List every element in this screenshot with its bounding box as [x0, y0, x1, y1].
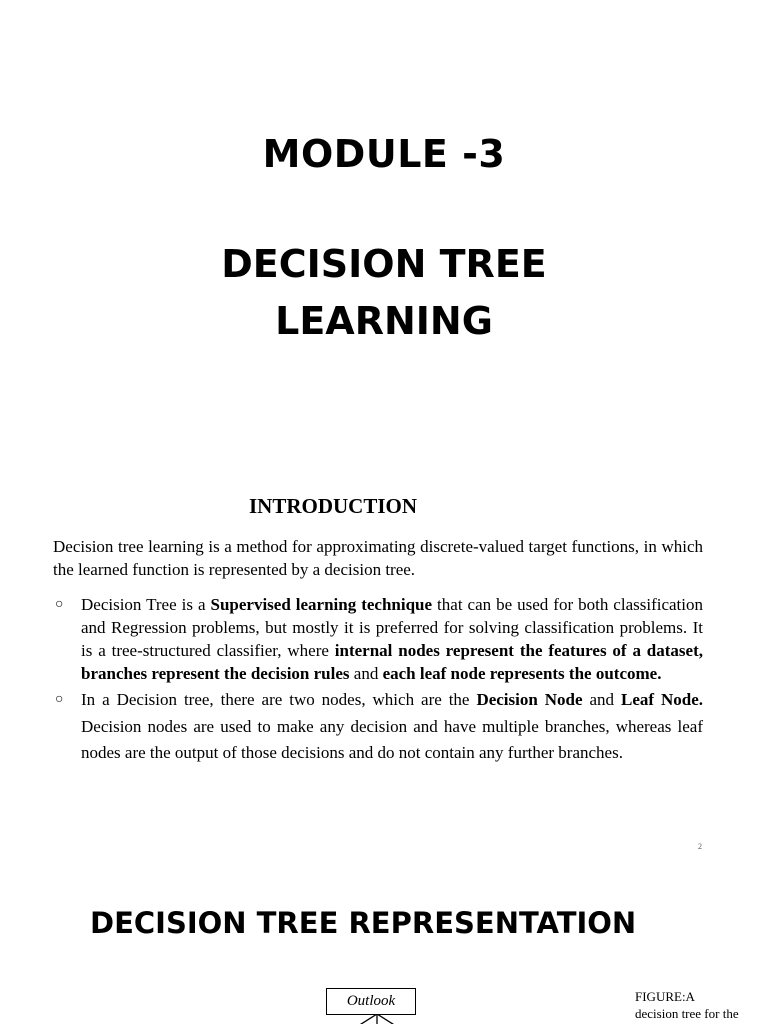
bullet-circle-icon: ○: [55, 597, 64, 612]
figure-caption-label: FIGURE:A: [635, 989, 695, 1004]
bullet-bold-text: Supervised learning technique: [210, 595, 433, 614]
bullet-bold-text: Leaf Node.: [620, 690, 703, 709]
bullet-bold-text: each leaf node represents the outcome.: [382, 664, 662, 683]
bullet-bold-text: Decision Node: [476, 690, 583, 709]
bullet-text: that can be used for both classification and Regression problems, but mostly it is preferred for solving classification problems. It is a tree-structured classifier, where: [81, 595, 703, 660]
tree-branch-lines: [350, 1014, 410, 1024]
section-title: [0, 236, 768, 350]
representation-heading: DECISION TREE REPRESENTATION: [90, 906, 637, 940]
bullet-item: [53, 687, 703, 767]
bullet-circle-icon: ○: [55, 692, 64, 707]
bullet-text: and: [349, 664, 383, 683]
introduction-heading: INTRODUCTION: [249, 494, 418, 518]
figure-caption-text: decision tree for the: [635, 1006, 739, 1021]
bullet-text: Decision Tree is a: [81, 595, 211, 614]
bullet-list: [53, 593, 703, 767]
section-title-line1: DECISION TREE: [221, 242, 547, 286]
module-title: MODULE -3: [262, 132, 506, 176]
bullet-text: In a Decision tree, there are two nodes, which are the: [81, 690, 477, 709]
section-title-line2: LEARNING: [275, 299, 493, 343]
bullet-item: [53, 593, 703, 685]
page-number: 2: [698, 842, 702, 851]
introduction-paragraph: Decision tree learning is a method for approximating discrete-valued target functions, in which the learned function is represented by a decision tree.: [53, 537, 703, 579]
bullet-bold-text: internal nodes represent the features of a dataset, branches represent the decision rules: [81, 641, 703, 683]
tree-root-node: Outlook: [326, 988, 416, 1015]
bullet-text: and: [582, 690, 621, 709]
figure-caption: [635, 988, 760, 1022]
bullet-text: Decision nodes are used to make any decision and have multiple branches, whereas leaf nodes are the output of those decisions and do not contain any further branches.: [81, 716, 703, 762]
